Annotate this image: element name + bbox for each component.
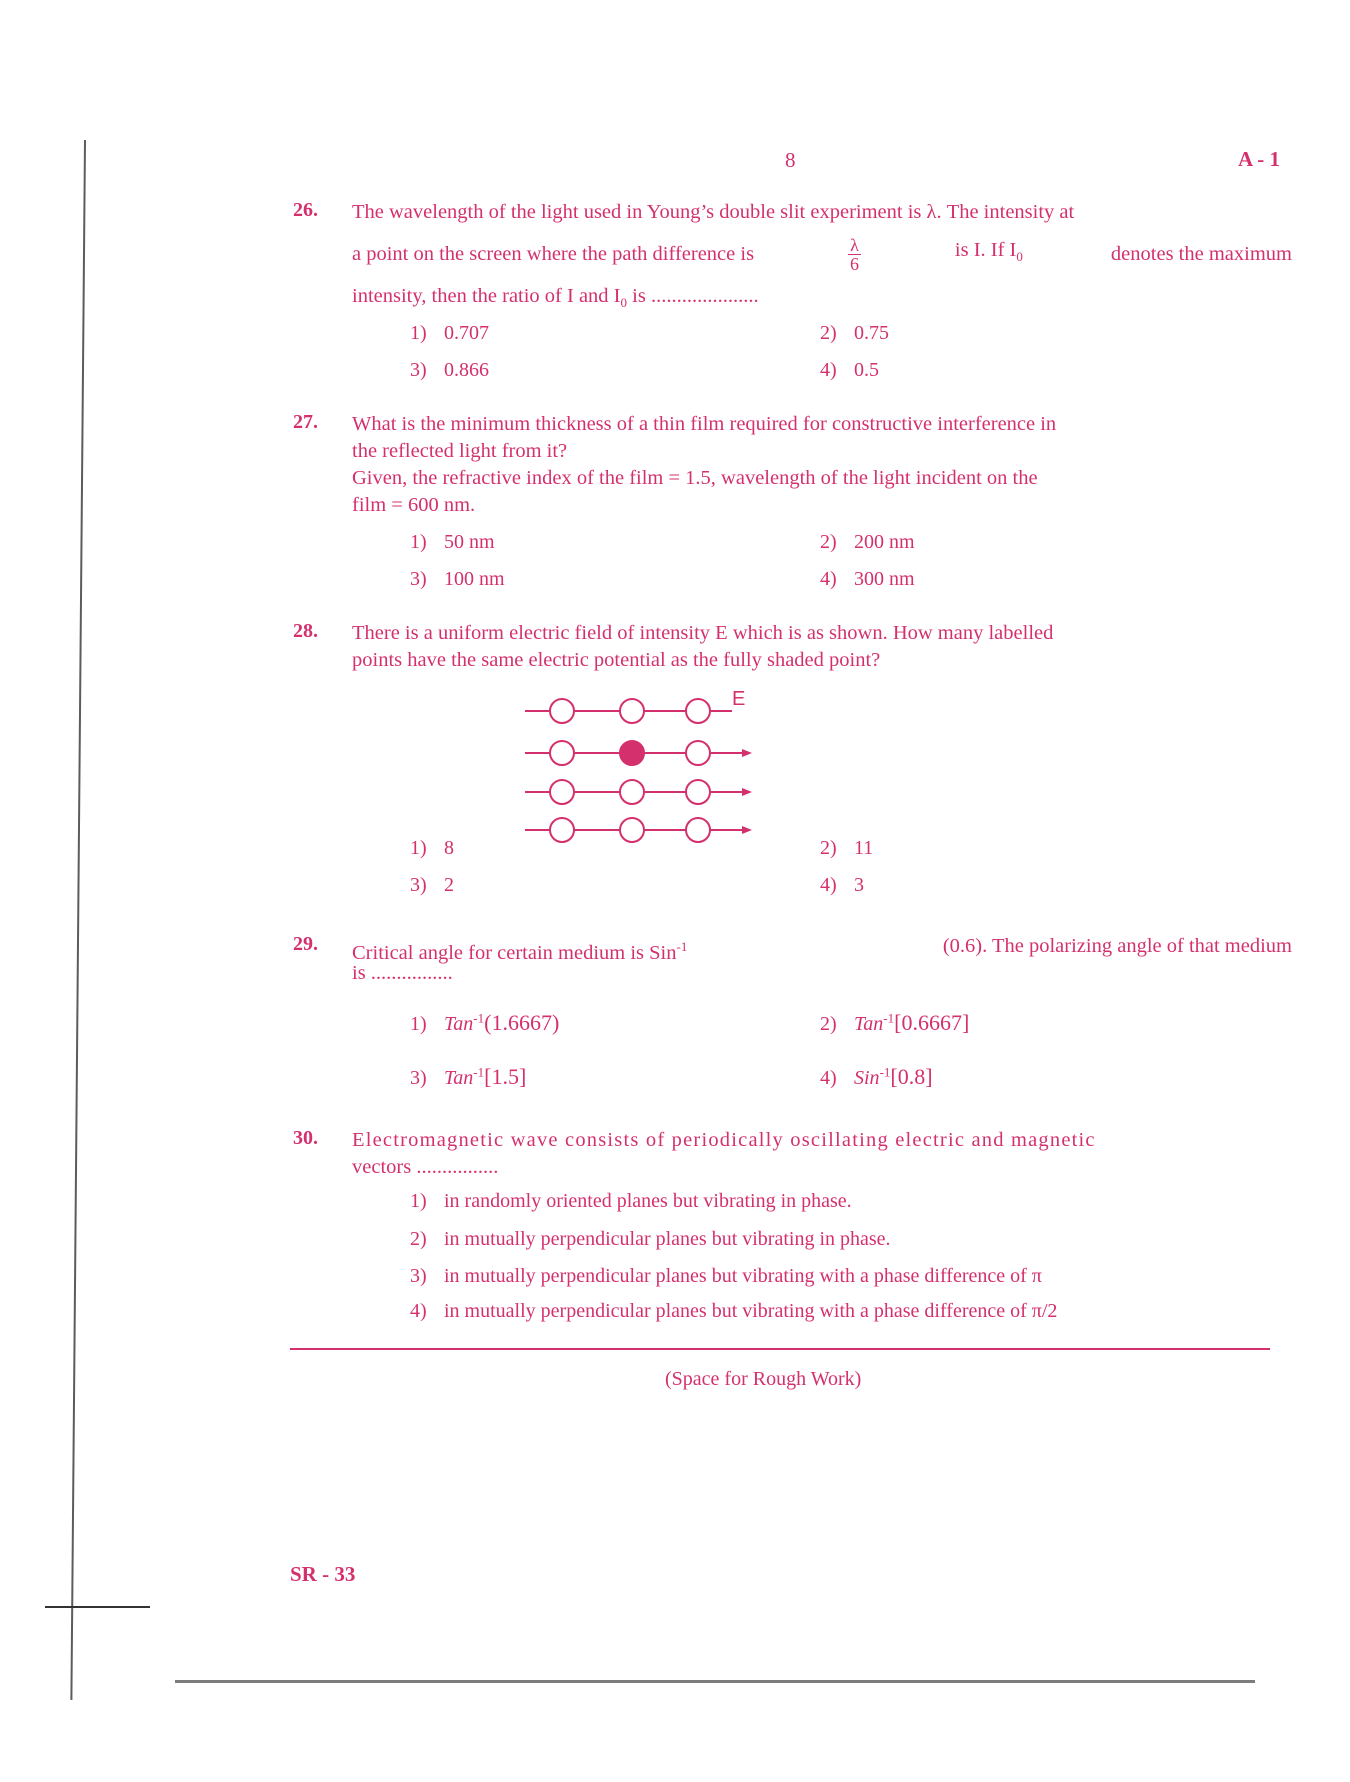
q30-line2: vectors ................ (352, 1156, 499, 1178)
page-number: 8 (785, 148, 796, 172)
q29-option-3[interactable]: 3) Tan$^{-1}$[1.5] (410, 1064, 527, 1089)
field-arrow-2 (742, 749, 752, 757)
q30-number: 30. (293, 1127, 318, 1149)
scan-mark-bottom (175, 1680, 1255, 1683)
q26-fraction (848, 236, 861, 273)
rough-work-divider (290, 1348, 1270, 1350)
q29-number: 29. (293, 933, 318, 955)
point-r4-c3 (686, 818, 710, 842)
paper-code: A - 1 (1238, 147, 1280, 171)
scan-mark (45, 1606, 150, 1608)
electric-field-diagram (520, 685, 760, 850)
q27-line4: film = 600 nm. (352, 494, 476, 516)
q26-frac-den: 6 (849, 253, 859, 274)
q26-number: 26. (293, 199, 318, 221)
point-r4-c2 (620, 818, 644, 842)
q26-line3b: is ..................... (632, 285, 759, 307)
q26-line3 (352, 283, 1292, 316)
footer-code: SR - 33 (290, 1562, 356, 1586)
q29-line1b: (0.6). The polarizing angle of that medium (942, 935, 1292, 957)
q26-line2b: is I. If I (954, 239, 1017, 262)
q27-option-1[interactable]: 1) 50 nm (410, 531, 495, 553)
q26-option-1[interactable]: 1) 0.707 (410, 322, 489, 344)
q26-line2b-sub: 0 (1016, 249, 1023, 265)
point-r3-c3 (686, 780, 710, 804)
q26-line2c: denotes the maximum (1110, 242, 1292, 265)
q28-line1: There is a uniform electric field of intensity E which is as shown. How many labelled (352, 622, 1054, 644)
q26-option-4[interactable]: 4) 0.5 (820, 359, 879, 381)
q28-number: 28. (293, 620, 318, 642)
point-r1-c3 (686, 699, 710, 723)
q29-option-1[interactable]: 1) Tan$^{-1}$(1.6667) (410, 1010, 560, 1035)
q30-option-1[interactable]: 1) in randomly oriented planes but vibrating in phase. (410, 1190, 852, 1212)
q30-option-3[interactable]: 3) in mutually perpendicular planes but vibrating with a phase difference of π (410, 1265, 1042, 1287)
q26-option-3[interactable]: 3) 0.866 (410, 359, 489, 381)
q29-line2: is ................ (352, 962, 453, 984)
point-r2-c3 (686, 741, 710, 765)
q26-line3-sub: 0 (620, 295, 628, 311)
field-arrow-4 (742, 826, 752, 834)
q28-option-4[interactable]: 4) 3 (820, 874, 864, 896)
rough-work-label: (Space for Rough Work) (665, 1368, 862, 1390)
q26-line2 (352, 228, 1292, 280)
q30-option-4[interactable]: 4) in mutually perpendicular planes but vibrating with a phase difference of π/2 (410, 1300, 1058, 1322)
q27-line3: Given, the refractive index of the film = 1.5, wavelength of the light incident on the (352, 467, 1038, 489)
q30-line1: Electromagnetic wave consists of periodically oscillating electric and magnetic (352, 1129, 1096, 1151)
q28-line2: points have the same electric potential as the fully shaded point? (352, 649, 881, 671)
q28-option-3[interactable]: 3) 2 (410, 874, 454, 896)
point-r4-c1 (550, 818, 574, 842)
point-r2-c2-shaded (620, 741, 644, 765)
q29-option-4[interactable]: 4) Sin$^{-1}$[0.8] (820, 1064, 933, 1089)
q27-option-3[interactable]: 3) 100 nm (410, 568, 505, 590)
field-label: E (732, 688, 746, 710)
point-r3-c1 (550, 780, 574, 804)
q27-option-2[interactable]: 2) 200 nm (820, 531, 915, 553)
q27-option-4[interactable]: 4) 300 nm (820, 568, 915, 590)
q26-option-2[interactable]: 2) 0.75 (820, 322, 889, 344)
q28-option-2[interactable]: 2) 11 (820, 837, 874, 859)
q28-option-1[interactable]: 1) 8 (410, 837, 454, 859)
point-r2-c1 (550, 741, 574, 765)
scan-edge-line (70, 140, 86, 1700)
q26-line3a: intensity, then the ratio of I and I (352, 285, 621, 307)
q27-line2: the reflected light from it? (352, 440, 568, 462)
point-r1-c2 (620, 699, 644, 723)
q26-frac-num: λ (850, 234, 859, 255)
q29-line1-sup: -1 (676, 939, 688, 954)
point-r3-c2 (620, 780, 644, 804)
q26-line1: The wavelength of the light used in Young’s double slit experiment is λ. The intensity at (352, 201, 1075, 223)
q30-option-2[interactable]: 2) in mutually perpendicular planes but vibrating in phase. (410, 1228, 891, 1250)
q27-number: 27. (293, 411, 318, 433)
q29-line1a: Critical angle for certain medium is Sin (352, 941, 677, 964)
q26-line2a: a point on the screen where the path difference is (352, 242, 755, 265)
point-r1-c1 (550, 699, 574, 723)
q27-line1: What is the minimum thickness of a thin film required for constructive interference in (352, 413, 1057, 435)
field-arrow-3 (742, 788, 752, 796)
q29-option-2[interactable]: 2) Tan$^{-1}$[0.6667] (820, 1010, 970, 1035)
q26-line2b-wrap (955, 237, 1023, 270)
